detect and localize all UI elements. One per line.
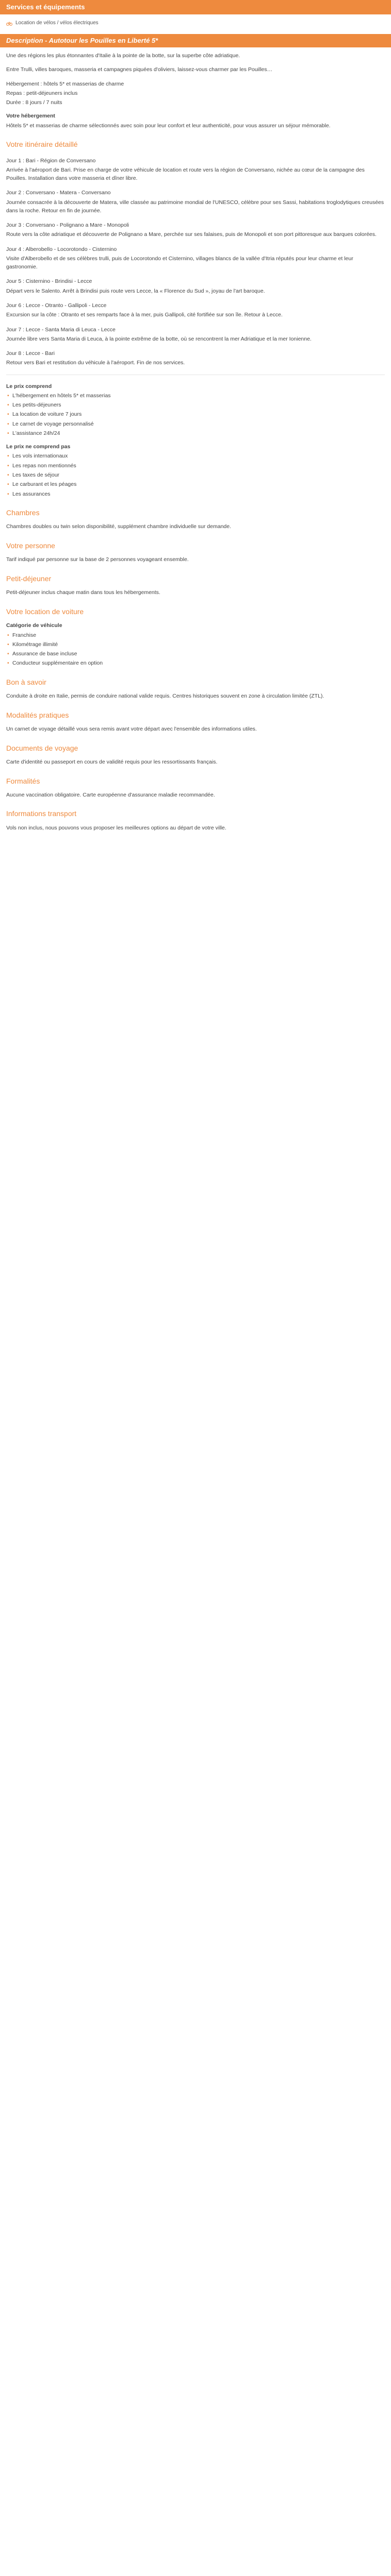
modalites-heading: Modalités pratiques xyxy=(6,710,69,719)
bon-heading: Bon à savoir xyxy=(6,677,46,686)
excluded-item: • Le carburant et les péages xyxy=(6,480,385,488)
documents-text: Carte d'identité ou passeport en cours de validité requis pour les ressortissants français. xyxy=(6,759,218,766)
day-text: Visite d'Alberobello et de ses célèbres trulli, puis de Locorotondo et Cisternino, villages blancs de la vallée d'Itria réputés pour leur charme et leur gastronomie. xyxy=(6,255,353,270)
day-title: Jour 1 : Bari - Région de Conversano xyxy=(6,157,96,164)
included-heading: Le prix comprend xyxy=(6,383,52,389)
page-title: Description - Autotour les Pouilles en Liberté 5* xyxy=(0,34,391,47)
trip-summary xyxy=(6,80,385,107)
intro-paragraph: Une des régions les plus étonnantes d'Italie à la pointe de la botte, sur la superbe côte adriatique. xyxy=(6,53,240,59)
excluded-item: • Les assurances xyxy=(6,490,385,498)
included-list xyxy=(6,392,385,437)
summary-lodging: Hébergement : hôtels 5* et masserias de charme xyxy=(6,80,124,87)
itinerary-list xyxy=(6,157,385,367)
day-text: Journée libre vers Santa Maria di Leuca, à la pointe extrême de la botte, où se rencontrent la mer Adriatique et la mer Ionienne. xyxy=(6,335,312,342)
day-text: Excursion sur la côte : Otranto et ses remparts face à la mer, puis Gallipoli, cité fortifiée sur son île. Retour à Lecce. xyxy=(6,312,283,318)
formalites-text: Aucune vaccination obligatoire. Carte européenne d'assurance maladie recommandée. xyxy=(6,792,215,799)
voiture-item: • Conducteur supplémentaire en option xyxy=(6,659,385,667)
day-text: Journée consacrée à la découverte de Matera, ville classée au patrimoine mondial de l'UNESCO, célèbre pour ses Sassi, habitations troglodytiques creusées dans la roche. Retour en fin de journée. xyxy=(6,199,384,214)
info-heading: Informations transport xyxy=(6,809,77,818)
persons-text: Tarif indiqué par personne sur la base de 2 personnes voyageant ensemble. xyxy=(6,556,189,563)
excluded-item: • Les taxes de séjour xyxy=(6,471,385,479)
day-text: Route vers la côte adriatique et découverte de Polignano a Mare, perchée sur ses falaises, puis de Monopoli et son port pittoresque aux barques colorées. xyxy=(6,231,377,238)
day-title: Jour 7 : Lecce - Santa Maria di Leuca - Lecce xyxy=(6,326,116,333)
day-text: Départ vers le Salento. Arrêt à Brindisi puis route vers Lecce, la « Florence du Sud », joyau de l'art baroque. xyxy=(6,287,265,294)
voiture-item: • Assurance de base incluse xyxy=(6,650,385,658)
bon-text: Conduite à droite en Italie, permis de conduire national valide requis. Centres historiques souvent en zone à circulation limitée (ZTL). xyxy=(6,693,324,700)
voiture-item: • Franchise xyxy=(6,631,385,639)
formalites-heading: Formalités xyxy=(6,776,40,785)
day-title: Jour 5 : Cisternino - Brindisi - Lecce xyxy=(6,278,92,285)
services-label: Location de vélos / vélos électriques xyxy=(15,20,99,26)
chambre-text: Chambres doubles ou twin selon disponibilité, supplément chambre individuelle sur demande. xyxy=(6,523,232,530)
persons-heading: Votre personne xyxy=(6,541,55,550)
excluded-item: • Les vols internationaux xyxy=(6,452,385,460)
included-item: • L'hébergement en hôtels 5* et masserias xyxy=(6,392,385,400)
itinerary-heading: Votre itinéraire détaillé xyxy=(6,140,78,148)
intro-paragraph: Entre Trulli, villes baroques, masseria et campagnes piquées d'oliviers, laissez-vous charmer par les Pouilles… xyxy=(6,66,273,73)
hebergement-text: Hôtels 5* et masserias de charme sélectionnés avec soin pour leur confort et leur authenticité, pour vous assurer un séjour mémorable. xyxy=(6,122,331,129)
info-text: Vols non inclus, nous pouvons vous proposer les meilleures options au départ de votre ville. xyxy=(6,825,226,832)
day-title: Jour 4 : Alberobello - Locorotondo - Cisternino xyxy=(6,246,117,252)
voiture-list xyxy=(6,631,385,668)
modalites-text: Un carnet de voyage détaillé vous sera remis avant votre départ avec l'ensemble des informations utiles. xyxy=(6,726,257,733)
deposit-text: Petit-déjeuner inclus chaque matin dans tous les hébergements. xyxy=(6,589,160,596)
chambre-heading: Chambres xyxy=(6,508,40,517)
excluded-item: • Les repas non mentionnés xyxy=(6,462,385,470)
documents-heading: Documents de voyage xyxy=(6,743,78,752)
voiture-heading: Votre location de voiture xyxy=(6,607,84,616)
deposit-heading: Petit-déjeuner xyxy=(6,574,52,583)
summary-meals: Repas : petit-déjeuners inclus xyxy=(6,90,78,96)
excluded-list xyxy=(6,452,385,498)
day-text: Arrivée à l'aéroport de Bari. Prise en charge de votre véhicule de location et route vers la région de Conversano, nichée au cœur de la campagne des Pouilles. Installation dans votre masseria et dîner libre. xyxy=(6,166,365,182)
services-title: Services et équipements xyxy=(6,3,85,11)
day-title: Jour 6 : Lecce - Otranto - Gallipoli - Lecce xyxy=(6,302,107,309)
voiture-label: Catégorie de véhicule xyxy=(6,622,62,629)
included-item: • La location de voiture 7 jours xyxy=(6,410,385,418)
day-text: Retour vers Bari et restitution du véhicule à l'aéroport. Fin de nos services. xyxy=(6,360,185,366)
included-item: • Le carnet de voyage personnalisé xyxy=(6,420,385,428)
day-title: Jour 8 : Lecce - Bari xyxy=(6,350,55,357)
services-row xyxy=(0,14,391,32)
day-title: Jour 2 : Conversano - Matera - Conversano xyxy=(6,190,111,196)
services-banner xyxy=(0,0,391,14)
bike-icon xyxy=(6,20,12,26)
excluded-heading: Le prix ne comprend pas xyxy=(6,444,71,450)
hebergement-heading: Votre hébergement xyxy=(6,113,55,120)
voiture-item: • Kilométrage illimité xyxy=(6,640,385,649)
included-item: • L'assistance 24h/24 xyxy=(6,429,385,437)
included-item: • Les petits-déjeuners xyxy=(6,401,385,409)
day-title: Jour 3 : Conversano - Polignano a Mare - Monopoli xyxy=(6,222,129,229)
summary-duration: Durée : 8 jours / 7 nuits xyxy=(6,99,62,106)
content xyxy=(0,47,391,842)
